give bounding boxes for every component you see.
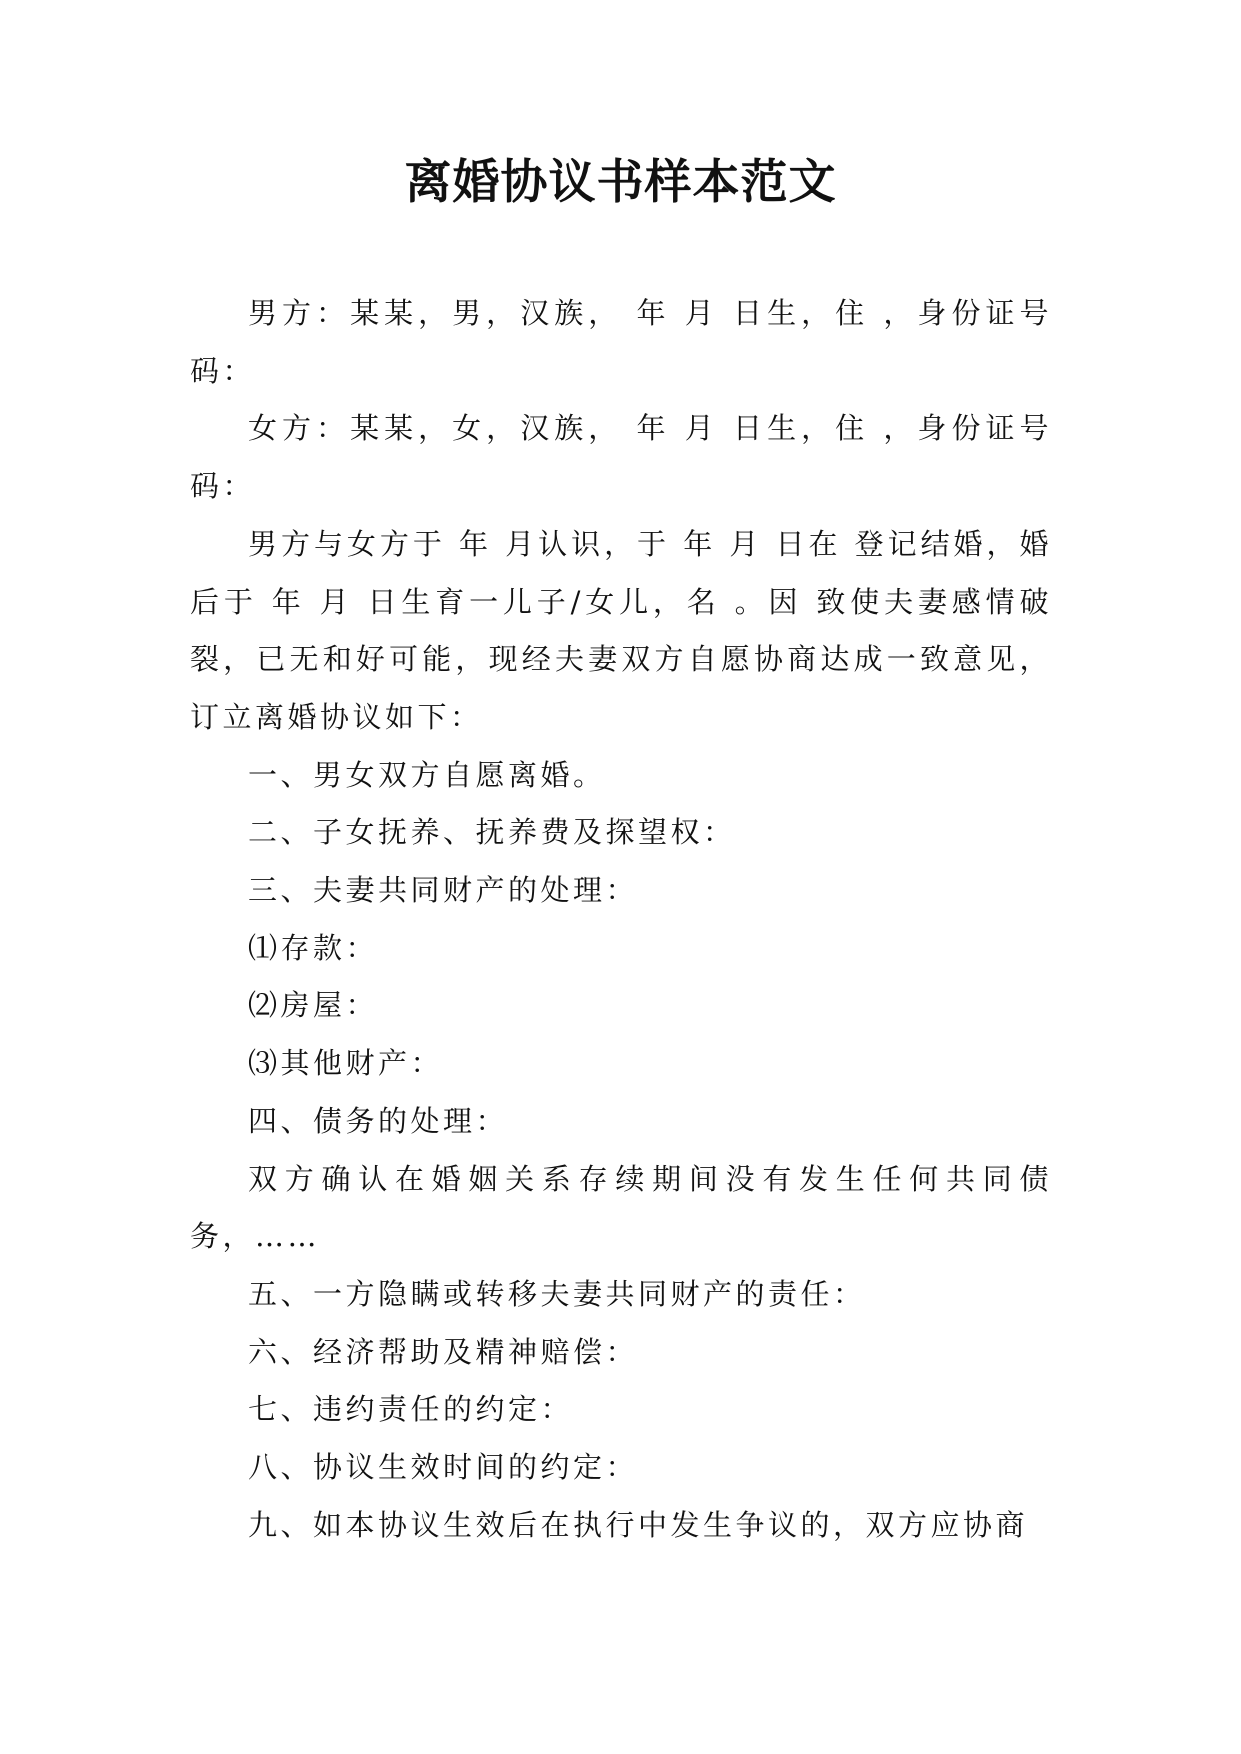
clause-9: 九、如本协议生效后在执行中发生争议的，双方应协商 <box>248 1507 1029 1542</box>
clause-1: 一、男女双方自愿离婚。 <box>248 757 606 792</box>
paragraph-male-party: 男方：某某，男，汉族， 年 月 日生，住 ，身份证号码： <box>190 296 1052 388</box>
clause-4-text: 双方确认在婚姻关系存续期间没有发生任何共同债务，…… <box>190 1161 1052 1254</box>
clause-3: 三、夫妻共同财产的处理： <box>248 873 639 908</box>
clause-5: 五、一方隐瞒或转移夫妻共同财产的责任： <box>248 1276 866 1311</box>
paragraph-background: 男方与女方于 年 月认识，于 年 月 日在 登记结婚，婚后于 年 月 日生育一儿子/女儿，名 。因 致使夫妻感情破裂，已无和好可能，现经夫妻双方自愿协商达成一致意见，订立离婚协议如下： <box>190 526 1052 734</box>
clause-3-item-1: ⑴存款： <box>248 930 379 965</box>
clause-8: 八、协议生效时间的约定： <box>248 1450 639 1485</box>
clause-3-item-3: ⑶其他财产： <box>248 1046 444 1081</box>
clause-3-item-2: ⑵房屋： <box>248 988 379 1023</box>
clause-6: 六、经济帮助及精神赔偿： <box>248 1334 639 1369</box>
paragraph-female-party: 女方：某某，女，汉族， 年 月 日生，住 ，身份证号码： <box>190 411 1052 504</box>
clause-7: 七、违约责任的约定： <box>248 1392 574 1427</box>
clause-4: 四、债务的处理： <box>248 1103 509 1138</box>
document-body <box>190 285 1052 1554</box>
document-title: 离婚协议书样本范文 <box>404 155 837 210</box>
clause-2: 二、子女抚养、抚养费及探望权： <box>248 815 736 850</box>
